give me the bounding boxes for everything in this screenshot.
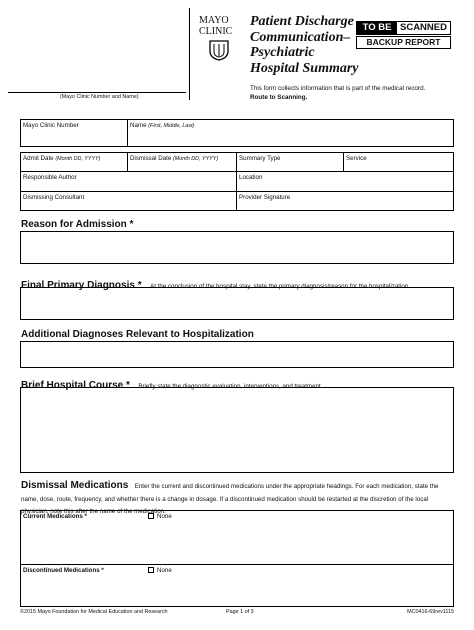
provider-signature-label: Provider Signature (239, 194, 291, 201)
course-textbox[interactable] (20, 387, 454, 473)
dismissal-date-label: Dismissal Date (130, 155, 172, 162)
mayo-clinic-logo (199, 15, 243, 64)
service-field[interactable] (343, 152, 454, 171)
dismissal-meds-description: Enter the current and discontinued medications under the appropriate headings. For each medication, state the name, dose, route, frequency, and whether there is a change in dosage. If a discontinued medication should be restarted at the discretion of the local physician, note this after the name of the medication. (21, 483, 439, 515)
additional-dx-heading: Additional Diagnoses Relevant to Hospitalization (21, 329, 254, 340)
final-dx-description: At the conclusion of the hospital stay, state the primary diagnosis/reason for the hospitalization. (150, 283, 410, 290)
title-line-2: Communication– (250, 29, 351, 45)
reason-heading: Reason for Admission * (21, 219, 134, 230)
discontinued-meds-label: Discontinued Medications * (23, 567, 104, 574)
notice-text: This form collects information that is part of the medical record. (250, 85, 426, 92)
final-dx-textbox[interactable] (20, 287, 454, 320)
title-line-1: Patient Discharge (250, 14, 354, 29)
badge-scanned: SCANNED (400, 22, 447, 33)
current-meds-label: Current Medications * (23, 513, 87, 520)
current-meds-none-checkbox[interactable] (148, 513, 154, 519)
patient-name-field[interactable] (127, 119, 454, 147)
route-text: Route to Scanning. (250, 94, 308, 101)
dismissal-date-field[interactable] (127, 152, 236, 171)
responsible-author-label: Responsible Author (23, 174, 77, 181)
discontinued-meds-none[interactable] (148, 567, 172, 574)
title-line-3: Psychiatric (250, 45, 315, 60)
additional-dx-textbox[interactable] (20, 341, 454, 368)
current-meds-field[interactable] (20, 510, 454, 564)
responsible-author-field[interactable] (20, 171, 236, 191)
dismissing-consultant-label: Dismissing Consultant (23, 194, 85, 201)
dismissal-date-hint: (Month DD, YYYY) (173, 156, 219, 162)
discontinued-meds-none-label: None (157, 567, 172, 574)
provider-signature-field[interactable] (236, 191, 454, 211)
admit-date-hint: (Month DD, YYYY) (55, 156, 101, 162)
mcn-label: Mayo Clinic Number (23, 122, 79, 129)
current-meds-none[interactable] (148, 513, 172, 520)
footer-copyright: ©2015 Mayo Foundation for Medical Education and Research (20, 609, 168, 615)
service-label: Service (346, 155, 367, 162)
title-line-4: Hospital Summary (250, 60, 359, 76)
course-description: Briefly state the diagnostic evaluation, interventions, and treatment. (138, 383, 323, 390)
footer-page-number: Page 1 of 3 (226, 609, 254, 615)
summary-type-label: Summary Type (239, 155, 281, 162)
to-be-scanned-badge (356, 21, 451, 35)
name-label: Name (130, 122, 147, 129)
mcn-name-label: (Mayo Clinic Number and Name) (60, 94, 139, 100)
shield-logo-icon (208, 39, 230, 61)
final-dx-heading: Final Primary Diagnosis * (21, 280, 142, 291)
location-field[interactable] (236, 171, 454, 191)
discontinued-meds-none-checkbox[interactable] (148, 567, 154, 573)
discontinued-meds-field[interactable] (20, 564, 454, 607)
reason-textbox[interactable] (20, 231, 454, 264)
dismissal-meds-heading: Dismissal Medications (21, 480, 129, 491)
header-divider (189, 8, 190, 100)
location-label: Location (239, 174, 263, 181)
badge-to-be: TO BE (357, 22, 397, 34)
course-heading: Brief Hospital Course * (21, 380, 130, 391)
mcn-field[interactable] (20, 119, 127, 147)
backup-report-badge: BACKUP REPORT (356, 36, 451, 49)
admit-date-field[interactable] (20, 152, 127, 171)
dismissing-consultant-field[interactable] (20, 191, 236, 211)
current-meds-none-label: None (157, 513, 172, 520)
record-notice (250, 84, 425, 102)
mcn-name-line (8, 92, 186, 93)
name-hint: (First, Middle, Last) (148, 123, 195, 129)
admit-date-label: Admit Date (23, 155, 54, 162)
logo-text-mayo: MAYO (199, 15, 229, 26)
summary-type-field[interactable] (236, 152, 343, 171)
footer-form-id: MC0416-69rev1115 (407, 609, 454, 615)
form-title (250, 14, 359, 76)
logo-text-clinic: CLINIC (199, 26, 233, 37)
